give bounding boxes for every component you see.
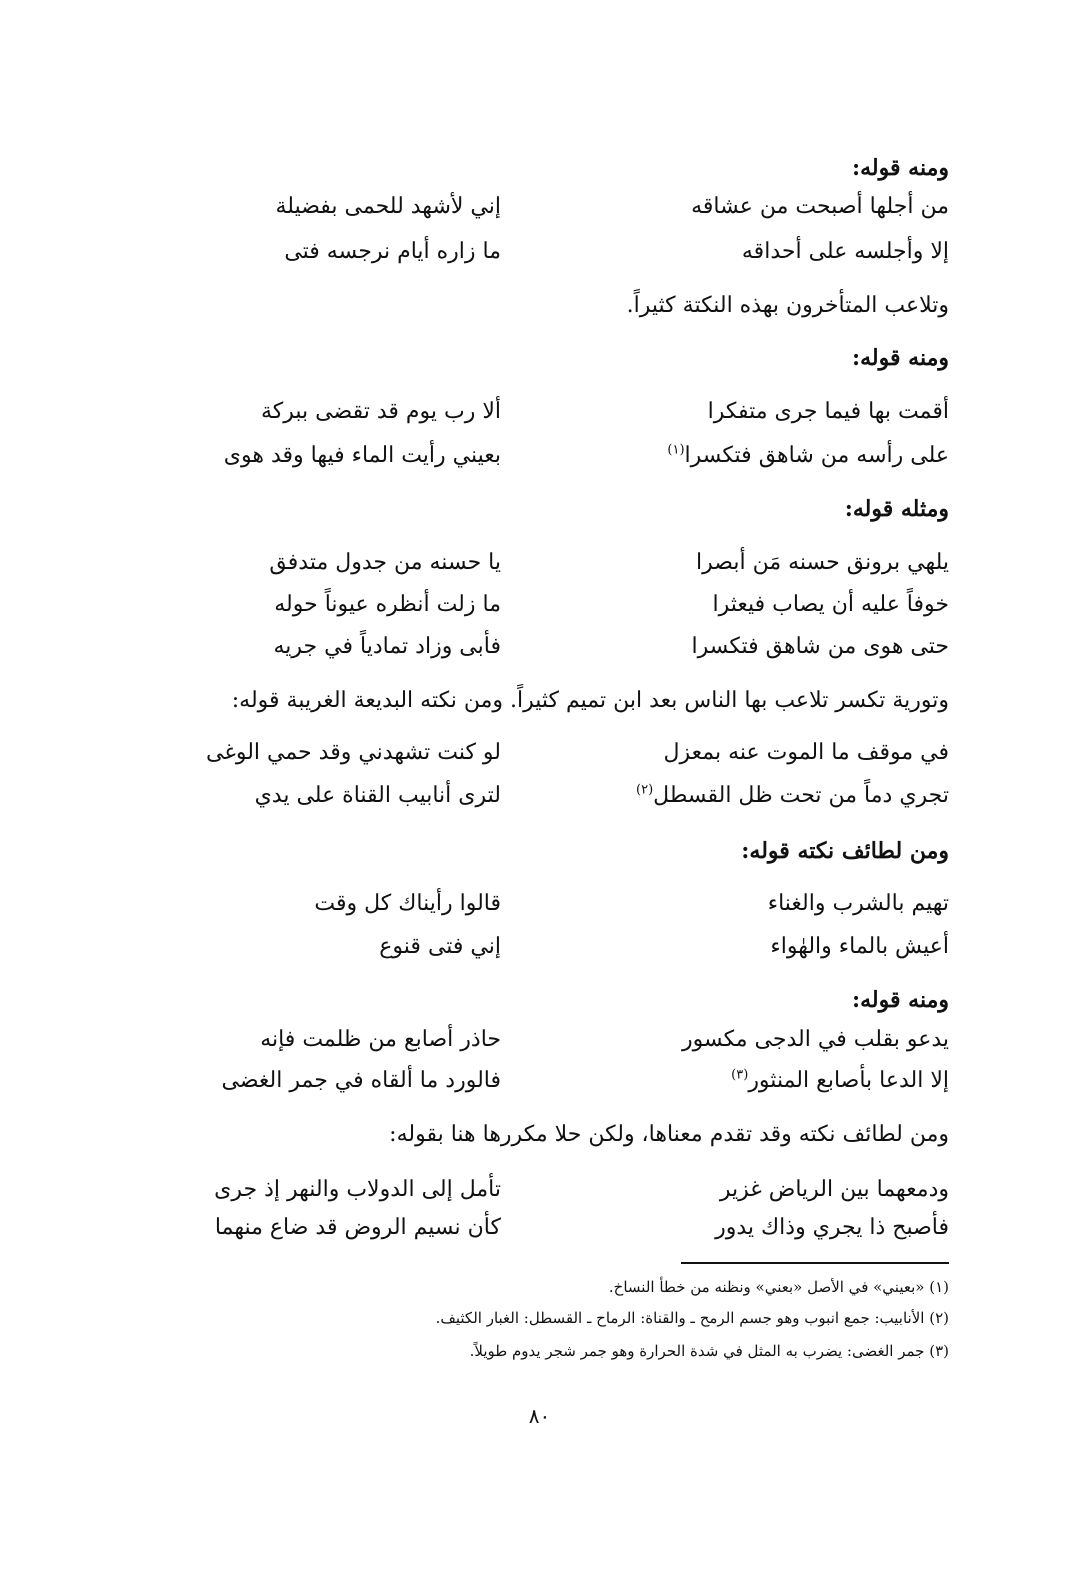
verse-first-hemistich: ألا رب يوم قد تقضى ببركة: [261, 399, 501, 424]
verse-first-hemistich: يا حسنه من جدول متدفق: [269, 550, 501, 575]
verse-first-hemistich: قالوا رأيناك كل وقت: [314, 891, 501, 916]
footnote: (٢) الأنابيب: جمع انبوب وهو جسم الرمح ـ والقناة: الرماح ـ القسطل: الغبار الكثيف.: [435, 1309, 949, 1327]
verse-first-hemistich: إني لأشهد للحمى بفضيلة: [275, 194, 501, 219]
verse-text: على رأسه من شاهق فتكسرا: [684, 443, 949, 468]
verse-second-hemistich: تهيم بالشرب والغناء: [767, 891, 949, 916]
verse-first-hemistich: ما زاره أيام نرجسه فتى: [284, 239, 501, 264]
verse-second-hemistich: من أجلها أصبحت من عشاقه: [691, 194, 949, 219]
verse-second-hemistich: إلا وأجلسه على أحداقه: [741, 239, 949, 264]
section-heading: ومنه قوله:: [851, 345, 949, 371]
verse-first-hemistich: ما زلت أنظره عيوناً حوله: [274, 592, 501, 617]
verse-second-hemistich: يلهي برونق حسنه مَن أبصرا: [696, 550, 949, 575]
verse-first-hemistich: حاذر أصابع من ظلمت فإنه: [260, 1027, 501, 1052]
verse-first-hemistich: إني فتى قنوع: [379, 934, 501, 959]
verse-text: إلا الدعا بأصابع المنثور: [748, 1068, 949, 1093]
verse-second-hemistich: أقمت بها فيما جرى متفكرا: [707, 399, 949, 424]
section-heading: ومن لطائف نكته قوله:: [741, 838, 949, 864]
section-heading: ومنه قوله:: [851, 155, 949, 181]
prose-paragraph: وتلاعب المتأخرون بهذه النكتة كثيراً.: [626, 293, 949, 318]
verse-second-hemistich: [629, 781, 949, 811]
verse-first-hemistich: لترى أنابيب القناة على يدي: [254, 783, 501, 808]
footnote: (١) «بعيني» في الأصل «بعني» ونظنه من خطأ النساخ.: [608, 1278, 949, 1296]
footnote-marker: (٢): [636, 782, 654, 798]
verse-second-hemistich: [629, 1066, 949, 1096]
verse-second-hemistich: خوفاً عليه أن يصاب فيعثرا: [712, 592, 949, 617]
footnote: (٣) جمر الغضى: يضرب به المثل في شدة الحرارة وهو جمر شجر يدوم طويلاً.: [469, 1342, 949, 1360]
verse-second-hemistich: أعيش بالماء والهٰواء: [770, 934, 949, 959]
verse-first-hemistich: لو كنت تشهدني وقد حمي الوغى: [205, 740, 501, 765]
footnote-divider: [681, 1262, 949, 1264]
footnote-marker: (١): [667, 442, 685, 458]
verse-second-hemistich: [629, 441, 949, 471]
verse-text: تجري دماً من تحت ظل القسطل: [653, 783, 949, 808]
section-heading: ومثله قوله:: [844, 496, 949, 522]
verse-first-hemistich: فالورد ما ألقاه في جمر الغضى: [221, 1068, 501, 1093]
verse-second-hemistich: في موقف ما الموت عنه بمعزل: [663, 740, 949, 765]
prose-paragraph: ومن لطائف نكته وقد تقدم معناها، ولكن حلا مكررها هنا بقوله:: [389, 1122, 949, 1147]
verse-first-hemistich: بعيني رأيت الماء فيها وقد هوى: [223, 443, 501, 468]
verse-first-hemistich: فأبى وزاد تمادياً في جريه: [273, 634, 501, 659]
verse-second-hemistich: فأصبح ذا يجري وذاك يدور: [715, 1215, 949, 1240]
verse-first-hemistich: تأمل إلى الدولاب والنهر إذ جرى: [214, 1177, 501, 1202]
footnote-marker: (٣): [731, 1067, 749, 1083]
verse-first-hemistich: كأن نسيم الروض قد ضاع منهما: [214, 1215, 501, 1240]
verse-second-hemistich: ودمعهما بين الرياض غزير: [719, 1177, 949, 1202]
verse-second-hemistich: حتى هوى من شاهق فتكسرا: [691, 634, 949, 659]
page-number: ٨٠: [528, 1404, 551, 1428]
verse-second-hemistich: يدعو بقلب في الدجى مكسور: [682, 1027, 949, 1052]
section-heading: ومنه قوله:: [851, 987, 949, 1013]
prose-paragraph: وتورية تكسر تلاعب بها الناس بعد ابن تميم كثيراً. ومن نكته البديعة الغريبة قوله:: [231, 688, 949, 713]
